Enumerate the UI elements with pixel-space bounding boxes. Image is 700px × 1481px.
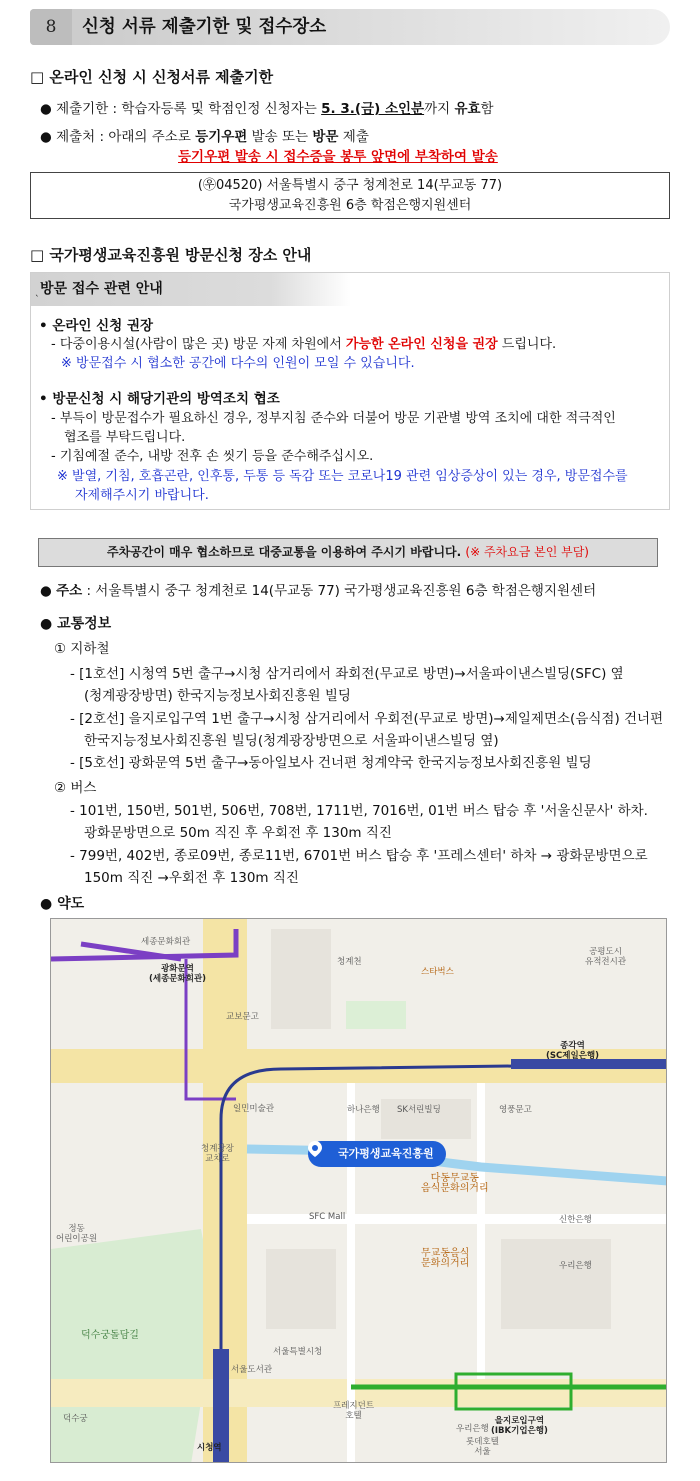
visit-tab [31, 273, 351, 306]
submit-place-line: ● 제출처 : 아래의 주소로 등기우편 발송 또는 방문 제출 [40, 129, 369, 145]
visit-heading: □ 국가평생교육진흥원 방문신청 장소 안내 [30, 246, 312, 264]
map-label-cheonggyeplaza: 청계광장 교차로 [201, 1144, 234, 1164]
bus-line-1b: 광화문방면으로 50m 직진 후 우회전 후 130m 직진 [84, 825, 392, 841]
visit-bullet-2-title: • 방문신청 시 해당기관의 방역조치 협조 [39, 391, 280, 407]
transport-heading: ● 교통정보 [40, 616, 112, 632]
visit-tab-mark: ` [35, 295, 40, 305]
map-label-sfc: SFC Mall [309, 1212, 346, 1222]
map-label-mugyo2: 무교동음식 문화의거리 [421, 1248, 470, 1269]
map-label-shinhan: 신한은행 [559, 1215, 592, 1225]
subway-line-2b: 한국지능정보사회진흥원 빌딩(청계광장방면으로 서울파이낸스빌딩 옆) [84, 733, 499, 749]
deadline-line: ● 제출기한 : 학습자등록 및 학점인정 신청자는 5. 3.(금) 소인분까지 유효함 [40, 101, 494, 117]
map-label-cheonggye: 청계천 [337, 957, 362, 967]
block-a [271, 929, 331, 1029]
map-label-sk: SK서린빌딩 [397, 1105, 441, 1115]
map-label-gongpyeong: 공평도시 유적전시관 [585, 947, 627, 967]
map-label-jonggak: 종각역 (SC제일은행) [546, 1041, 599, 1061]
map-label-hana: 하나은행 [347, 1105, 380, 1115]
map-label-deoksugung: 덕수궁돌담길 [81, 1330, 139, 1341]
map-label-mugyo: 다동무교동 음식문화의거리 [421, 1173, 489, 1194]
visit-tab-label: 방문 접수 관련 안내 [40, 281, 163, 297]
map-label-library: 서울도서관 [231, 1365, 273, 1375]
section-title: 신청 서류 제출기한 및 접수장소 [82, 17, 327, 37]
map-label-woori: 우리은행 [559, 1261, 592, 1271]
section-header [30, 9, 670, 45]
visit-bullet-2-note-1: ※ 발열, 기침, 호흡곤란, 인후통, 두통 등 독감 또는 코로나19 관련 임상증상이 있는 경우, 방문접수를 [57, 469, 628, 484]
map-label-ilmin: 일민미술관 [233, 1104, 275, 1114]
section-number: 8 [30, 9, 72, 45]
map-label-cityhall: 시청역 [197, 1443, 222, 1453]
deoksugung-park [51, 1229, 216, 1463]
map-label-lotte: 롯데호텔 서울 [466, 1437, 499, 1457]
address-line-1: (㉾04520) 서울특별시 중구 청계천로 14(무교동 77) [197, 178, 503, 193]
visit-bullet-2-line-1b: 협조를 부탁드립니다. [64, 430, 186, 445]
parking-notice-sub: (※ 주차요금 본인 부담) [465, 545, 589, 559]
bus-line-2a: - 799번, 402번, 종로09번, 종로11번, 6701번 버스 탑승 후 '프레스센터' 하차 → 광화문방면으로 [70, 848, 648, 864]
visit-bullet-1-title: • 온라인 신청 권장 [39, 318, 154, 334]
map-heading: ● 약도 [40, 896, 85, 912]
address-line: ● 주소 : 서울특별시 중구 청계천로 14(무교동 77) 국가평생교육진흥원 6층 학점은행지원센터 [40, 583, 597, 599]
block-d [501, 1239, 611, 1329]
parking-notice-main: 주차공간이 매우 협소하므로 대중교통을 이용하여 주시기 바랍니다. [106, 545, 462, 559]
map-label-seoulplaza: 서울특별시청 [273, 1347, 323, 1357]
map-label-euljiro: 을지로입구역 (IBK기업은행) [491, 1416, 548, 1436]
destination-label: 국가평생교육진흥원 [338, 1147, 434, 1160]
visit-bullet-1-note: ※ 방문접수 시 협소한 공간에 다수의 인원이 모일 수 있습니다. [61, 356, 415, 371]
map-label-gwanghwamun: 광화문역 (세종문화회관) [149, 964, 207, 984]
bus-line-2b: 150m 직진 →우회전 후 130m 직진 [84, 870, 299, 886]
registered-mail-warning: 등기우편 발송 시 접수증을 봉투 앞면에 부착하여 발송 [178, 149, 498, 165]
online-heading: □ 온라인 신청 시 신청서류 제출기한 [30, 68, 274, 86]
subway-line-1b: (청계광장방면) 한국지능정보사회진흥원 빌딩 [84, 688, 351, 704]
visit-bullet-2-line-1: - 부득이 방문접수가 필요하신 경우, 정부지침 준수와 더불어 방문 기관별 방역 조치에 대한 적극적인 [51, 411, 616, 426]
bus-line-1a: - 101번, 150번, 501번, 506번, 708번, 1711번, 7016번, 01번 버스 탑승 후 '서울신문사' 하차. [70, 803, 648, 819]
visit-bullet-2-line-2: - 기침예절 준수, 내방 전후 손 씻기 등을 준수해주십시오. [51, 449, 374, 464]
location-pin-icon [308, 1141, 322, 1157]
location-map[interactable] [50, 918, 667, 1463]
visit-info-box [30, 272, 670, 510]
small-park [346, 1001, 406, 1029]
map-label-deoksugung2: 덕수궁 [63, 1414, 88, 1424]
subway-line-5: - [5호선] 광화문역 5번 출구→동아일보사 건너편 청계약국 한국지능정보사회진흥원 빌딩 [70, 755, 592, 771]
map-label-youngpoong: 영풍문고 [499, 1105, 532, 1115]
address-line-2: 국가평생교육진흥원 6층 학점은행지원센터 [228, 198, 472, 213]
visit-bullet-1-line: - 다중이용시설(사람이 많은 곳) 방문 자제 차원에서 가능한 온라인 신청을 권장 드립니다. [51, 337, 557, 352]
visit-bullet-2-note-2: 자제해주시기 바랍니다. [75, 488, 209, 503]
bus-title: ② 버스 [54, 780, 97, 796]
map-label-sejong: 세종문화회관 [141, 937, 191, 947]
mailing-address-box [30, 172, 670, 219]
map-label-president: 프레지던트 호텔 [333, 1401, 375, 1421]
parking-notice [38, 538, 658, 567]
subway-line-1a: - [1호선] 시청역 5번 출구→시청 삼거리에서 좌회전(무교로 방면)→서울파이낸스빌딩(SFC) 옆 [70, 666, 624, 682]
subway-title: ① 지하철 [54, 641, 110, 657]
map-label-starbucks: 스타벅스 [421, 967, 454, 977]
map-label-jeongdong: 정동 어린이공원 [56, 1224, 98, 1244]
map-label-kyobo: 교보문고 [226, 1012, 259, 1022]
subway-line-2a: - [2호선] 을지로입구역 1번 출구→시청 삼거리에서 우회전(무교로 방면)→제일제면소(음식점) 건너편 [70, 711, 664, 727]
destination-marker[interactable] [308, 1141, 446, 1167]
map-graphics [51, 919, 667, 1463]
block-c [266, 1249, 336, 1329]
map-label-woori-2: 우리은행 [456, 1424, 489, 1434]
